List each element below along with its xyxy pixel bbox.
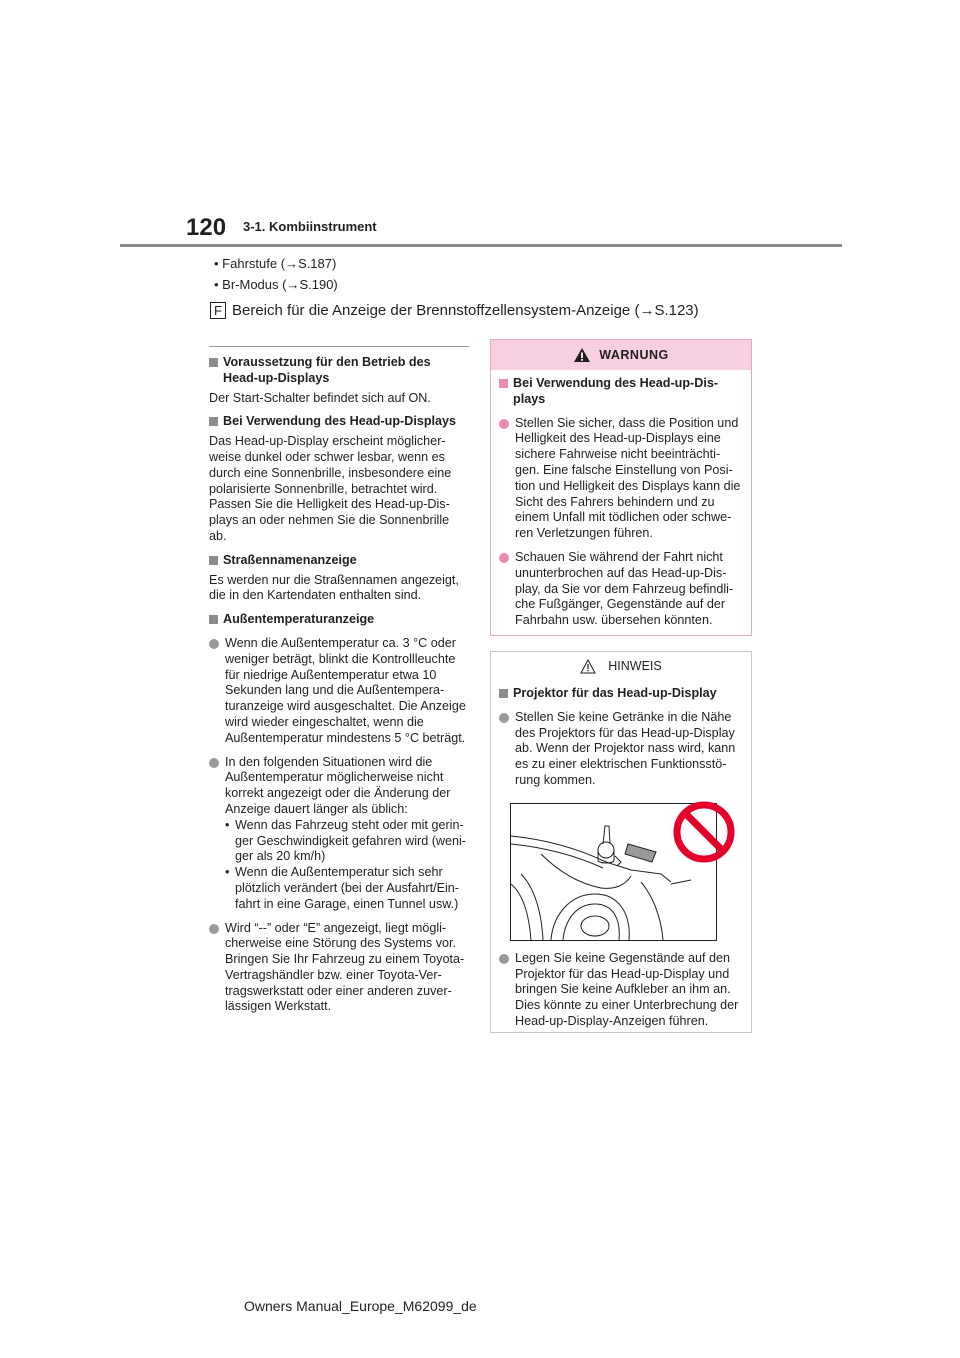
section-heading	[209, 612, 469, 628]
circle-bullet-icon	[499, 713, 509, 723]
item-letter-box: F	[210, 302, 226, 319]
paragraph: Der Start-Schalter befindet sich auf ON.	[209, 390, 431, 405]
section-heading	[499, 686, 742, 702]
bullet-item	[499, 550, 742, 629]
warning-label: WARNUNG	[599, 348, 669, 362]
square-bullet-icon	[209, 556, 218, 565]
heading-text: Bei Verwendung des Head-up-Displays	[223, 414, 457, 429]
warning-triangle-icon	[573, 347, 591, 363]
notice-label: HINWEIS	[608, 659, 662, 673]
section-heading	[209, 355, 469, 387]
paragraph: Das Head-up-Display erscheint möglicher-weise dunkel oder schwer lesbar, wenn es durch eine Sonnenbrille, insbesondere eine polarisierte Sonnenbrille, betrachtet wird. Passen Sie die Helligkeit des Head-up-Dis-plays an oder nehmen Sie die Sonnenbrille ab.	[209, 434, 452, 543]
list-item-br-modus: • Br-Modus (→S.190)	[214, 277, 338, 292]
bullet-item	[499, 710, 742, 789]
square-bullet-icon	[499, 379, 508, 388]
prohibition-icon	[672, 800, 736, 864]
list-item-fahrstufe: • Fahrstufe (→S.187)	[214, 256, 337, 271]
section-title: 3-1. Kombiinstrument	[243, 219, 377, 234]
warning-box	[490, 339, 752, 636]
bullet-item	[209, 755, 469, 913]
bullet-text: Legen Sie keine Gegenstände auf den Projektor für das Head-up-Display und bringen Sie keine Aufkleber an ihm an. Dies könnte zu einer Unterbrechung der Head-up-Display-Anzeigen führen.	[515, 950, 739, 1028]
sub-item-text: Wenn das Fahrzeug steht oder mit gerin-ger Geschwindigkeit gefahren wird (weni-ger als 20 km/h)	[235, 817, 466, 864]
bullet-text: In den folgenden Situationen wird die Außentemperatur möglicherweise nicht korrekt angezeigt oder die Änderung der Anzeige dauert länger als üblich:	[225, 754, 451, 816]
column-rule	[209, 346, 469, 347]
caution-triangle-icon	[580, 659, 596, 674]
heading-text: Außentemperaturanzeige	[223, 612, 375, 627]
sub-item-text: Wenn die Außentemperatur sich sehr plötzlich verändert (bei der Ausfahrt/Ein-fahrt in eine Garage, einen Tunnel usw.)	[235, 865, 459, 911]
section-heading	[209, 553, 469, 569]
square-bullet-icon	[499, 689, 508, 698]
circle-bullet-icon	[209, 639, 219, 649]
bullet-text: Wenn die Außentemperatur ca. 3 °C oder weniger beträgt, blinkt die Kontrollleuchte für niedrige Außentemperatur etwa 10 Sekunden lang und die Außentempera-turanzeige wird ausgeschaltet. Die Anzeige wird wieder eingeschaltet, wenn die Außentemperatur mindestens 5 °C beträgt.	[225, 635, 466, 745]
left-column	[209, 346, 469, 1015]
footer-text: Owners Manual_Europe_M62099_de	[244, 1298, 477, 1314]
notice-header	[491, 652, 751, 680]
sub-item: • Wenn das Fahrzeug steht oder mit gerin-ger Geschwindigkeit gefahren wird (weni-ger als 20 km/h)	[225, 818, 469, 865]
bullet-item	[499, 416, 742, 542]
circle-bullet-icon	[499, 419, 509, 429]
heading-text: Voraussetzung für den Betrieb des Head-up-Displays	[223, 355, 431, 385]
section-heading	[499, 376, 742, 408]
heading-text: Bei Verwendung des Head-up-Dis-plays	[513, 376, 719, 406]
warning-header	[491, 340, 751, 370]
heading-text: Projektor für das Head-up-Display	[513, 686, 717, 700]
square-bullet-icon	[209, 358, 218, 367]
square-bullet-icon	[209, 615, 218, 624]
warning-body	[491, 370, 751, 629]
circle-bullet-icon	[499, 954, 509, 964]
section-heading	[209, 414, 469, 430]
bullet-item	[499, 951, 742, 1030]
sub-item: • Wenn die Außentemperatur sich sehr plötzlich verändert (bei der Ausfahrt/Ein-fahrt in eine Garage, einen Tunnel usw.)	[225, 865, 469, 912]
heading-text: Straßennamenanzeige	[223, 552, 357, 567]
bullet-text: Wird “--” oder “E” angezeigt, liegt mögli-cherweise eine Störung des Systems vor. Bringen Sie Ihr Fahrzeug zu einem Toyota-Vertragshändler bzw. einer Toyota-Ver-tragswerkstatt oder einer anderen zuver-lässigen Werkstatt.	[225, 920, 465, 1014]
item-f-row	[210, 302, 699, 319]
circle-bullet-icon	[209, 924, 219, 934]
square-bullet-icon	[209, 417, 218, 426]
paragraph: Es werden nur die Straßennamen angezeigt, die in den Kartendaten enthalten sind.	[209, 572, 459, 603]
header-rule	[120, 244, 842, 247]
bullet-item	[209, 921, 469, 1016]
bullet-text: Schauen Sie während der Fahrt nicht ununterbrochen auf das Head-up-Dis-play, da Sie vor dem Fahrzeug befindli-che Fußgänger, Gegenstände auf der Fahrbahn usw. übersehen könnten.	[515, 549, 734, 628]
circle-bullet-icon	[499, 553, 509, 563]
bullet-text: Stellen Sie keine Getränke in die Nähe des Projektors für das Head-up-Display ab. Wenn der Projektor nass wird, kann es zu einer elektrischen Funktionsstö-rung kommen.	[515, 709, 736, 787]
item-f-text: Bereich für die Anzeige der Brennstoffzellensystem-Anzeige (→S.123)	[232, 302, 699, 319]
page-number: 120	[186, 214, 227, 241]
notice-body	[491, 680, 751, 789]
circle-bullet-icon	[209, 758, 219, 768]
notice-body-2	[491, 941, 751, 1030]
bullet-text: Stellen Sie sicher, dass die Position und Helligkeit des Head-up-Displays eine sichere Fahrweise nicht beeinträchti-gen. Eine falsche Einstellung von Posi-tion und Helligkeit des Displays kann die Sicht des Fahrers behindern und zu einem Unfall mit tödlichen oder schwe-ren Verletzungen führen.	[515, 415, 741, 541]
bullet-item	[209, 636, 469, 747]
